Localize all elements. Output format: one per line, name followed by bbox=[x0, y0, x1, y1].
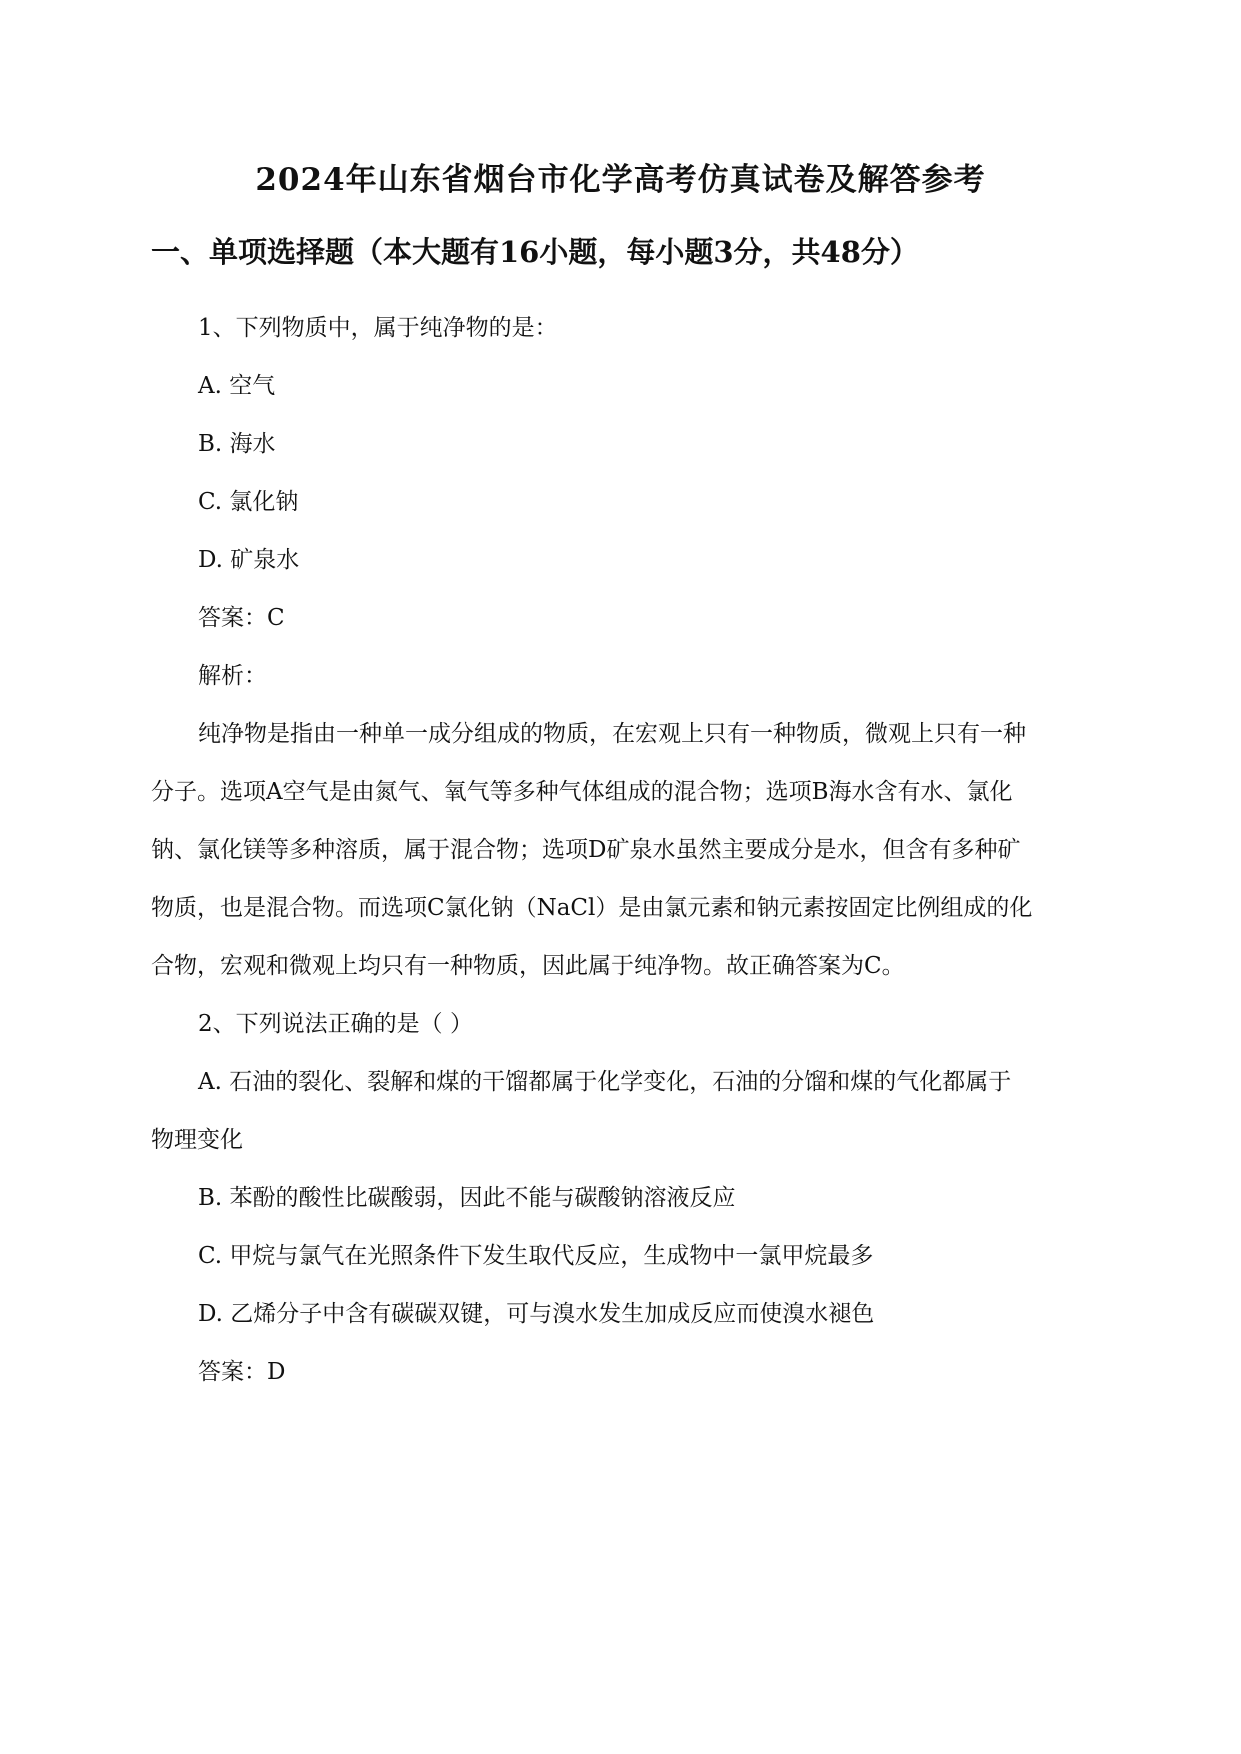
document-title: 2024年山东省烟台市化学高考仿真试卷及解答参考 bbox=[255, 162, 986, 198]
question-1-option-a: A. 空气 bbox=[198, 373, 276, 399]
question-1-analysis-line-4: 物质，也是混合物。而选项C氯化钠（NaCl）是由氯元素和钠元素按固定比例组成的化 bbox=[151, 895, 1033, 921]
section-heading: 一、单项选择题（本大题有16小题，每小题3分，共48分） bbox=[151, 235, 919, 269]
question-1-analysis-line-1: 纯净物是指由一种单一成分组成的物质，在宏观上只有一种物质，微观上只有一种 bbox=[198, 721, 1026, 747]
question-1-analysis-label: 解析： bbox=[198, 663, 267, 689]
question-2-option-a-line-1: A. 石油的裂化、裂解和煤的干馏都属于化学变化，石油的分馏和煤的气化都属于 bbox=[198, 1069, 1012, 1095]
question-2-answer: 答案：D bbox=[198, 1359, 286, 1385]
question-2-option-b: B. 苯酚的酸性比碳酸弱，因此不能与碳酸钠溶液反应 bbox=[198, 1185, 736, 1211]
question-2-option-a-line-2: 物理变化 bbox=[151, 1127, 243, 1153]
question-1-option-b: B. 海水 bbox=[198, 431, 276, 457]
question-1-answer: 答案：C bbox=[198, 605, 285, 631]
question-1-analysis-line-5: 合物，宏观和微观上均只有一种物质，因此属于纯净物。故正确答案为C。 bbox=[151, 953, 905, 979]
question-2-stem: 2、下列说法正确的是（ ） bbox=[198, 1011, 473, 1037]
question-1-stem: 1、下列物质中，属于纯净物的是： bbox=[198, 315, 558, 341]
question-1-option-c: C. 氯化钠 bbox=[198, 489, 299, 515]
question-1-analysis-line-2: 分子。选项A空气是由氮气、氧气等多种气体组成的混合物；选项B海水含有水、氯化 bbox=[151, 779, 1013, 805]
question-2-option-c: C. 甲烷与氯气在光照条件下发生取代反应，生成物中一氯甲烷最多 bbox=[198, 1243, 874, 1269]
question-1-option-d: D. 矿泉水 bbox=[198, 547, 300, 573]
question-1-analysis-line-3: 钠、氯化镁等多种溶质，属于混合物；选项D矿泉水虽然主要成分是水，但含有多种矿 bbox=[151, 837, 1021, 863]
question-2-option-d: D. 乙烯分子中含有碳碳双键，可与溴水发生加成反应而使溴水褪色 bbox=[198, 1301, 875, 1327]
